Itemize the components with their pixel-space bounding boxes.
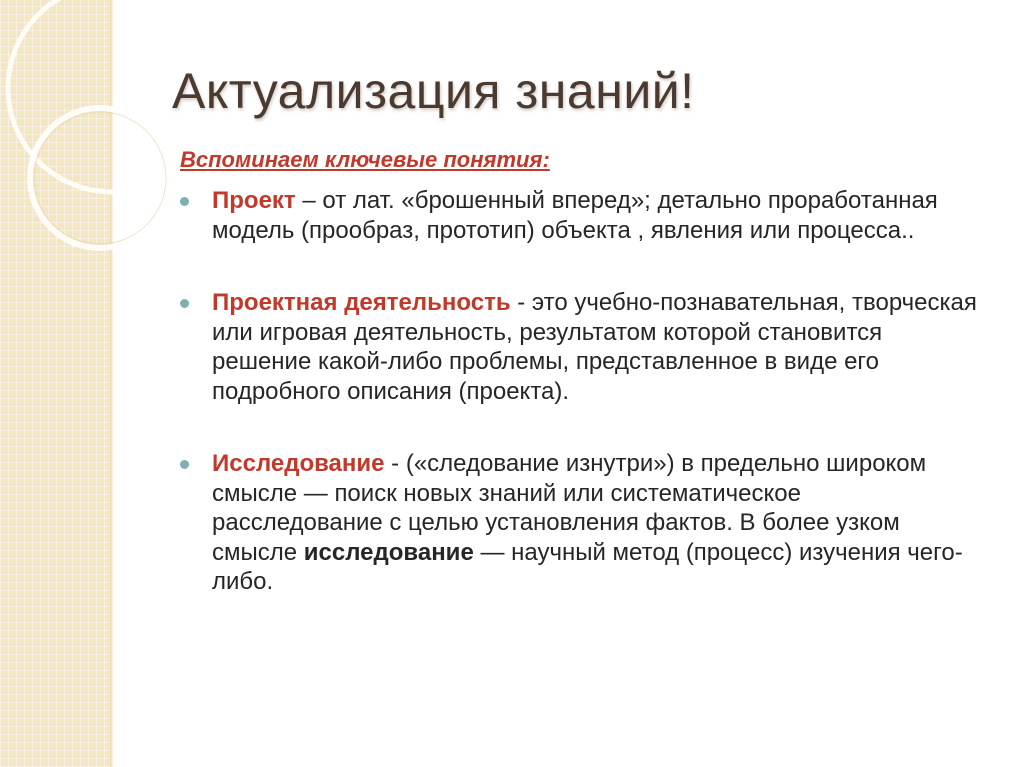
- definition-term: Проектная деятельность: [212, 289, 511, 316]
- definitions-list: [178, 186, 978, 597]
- slide-subtitle: Вспоминаем ключевые понятия:: [180, 147, 550, 172]
- bullet-icon: [180, 299, 189, 308]
- definition-text: - («следование изнутри») в предельно широком смысле — поиск новых знаний или систематическое расследование с целью установления фактов. В более узком смысле: [212, 450, 927, 566]
- sidebar-edge: [110, 0, 113, 767]
- definition-text: - это учебно-познавательная, творческая или игровая деятельность, результатом которой становится решение какой-либо проблемы, представленное в виде его подробного описания (проекта).: [212, 289, 977, 405]
- decorative-sidebar: [0, 0, 112, 767]
- bullet-icon: [180, 460, 189, 469]
- definition-item-project: [178, 186, 978, 245]
- definition-emphasis: исследование: [303, 538, 474, 566]
- definition-term: Исследование: [212, 450, 385, 477]
- definition-text: – от лат. «брошенный вперед»; детально проработанная модель (прообраз, прототип) объекта , явления или процесса..: [212, 187, 938, 244]
- slide-title: Актуализация знаний!: [172, 63, 695, 119]
- definition-text-end: — научный метод (процесс) изучения чего-либо.: [212, 538, 963, 595]
- definition-term: Проект: [212, 187, 296, 214]
- bullet-icon: [180, 197, 189, 206]
- definition-item-research: [178, 449, 978, 597]
- definition-item-project-activity: [178, 288, 978, 406]
